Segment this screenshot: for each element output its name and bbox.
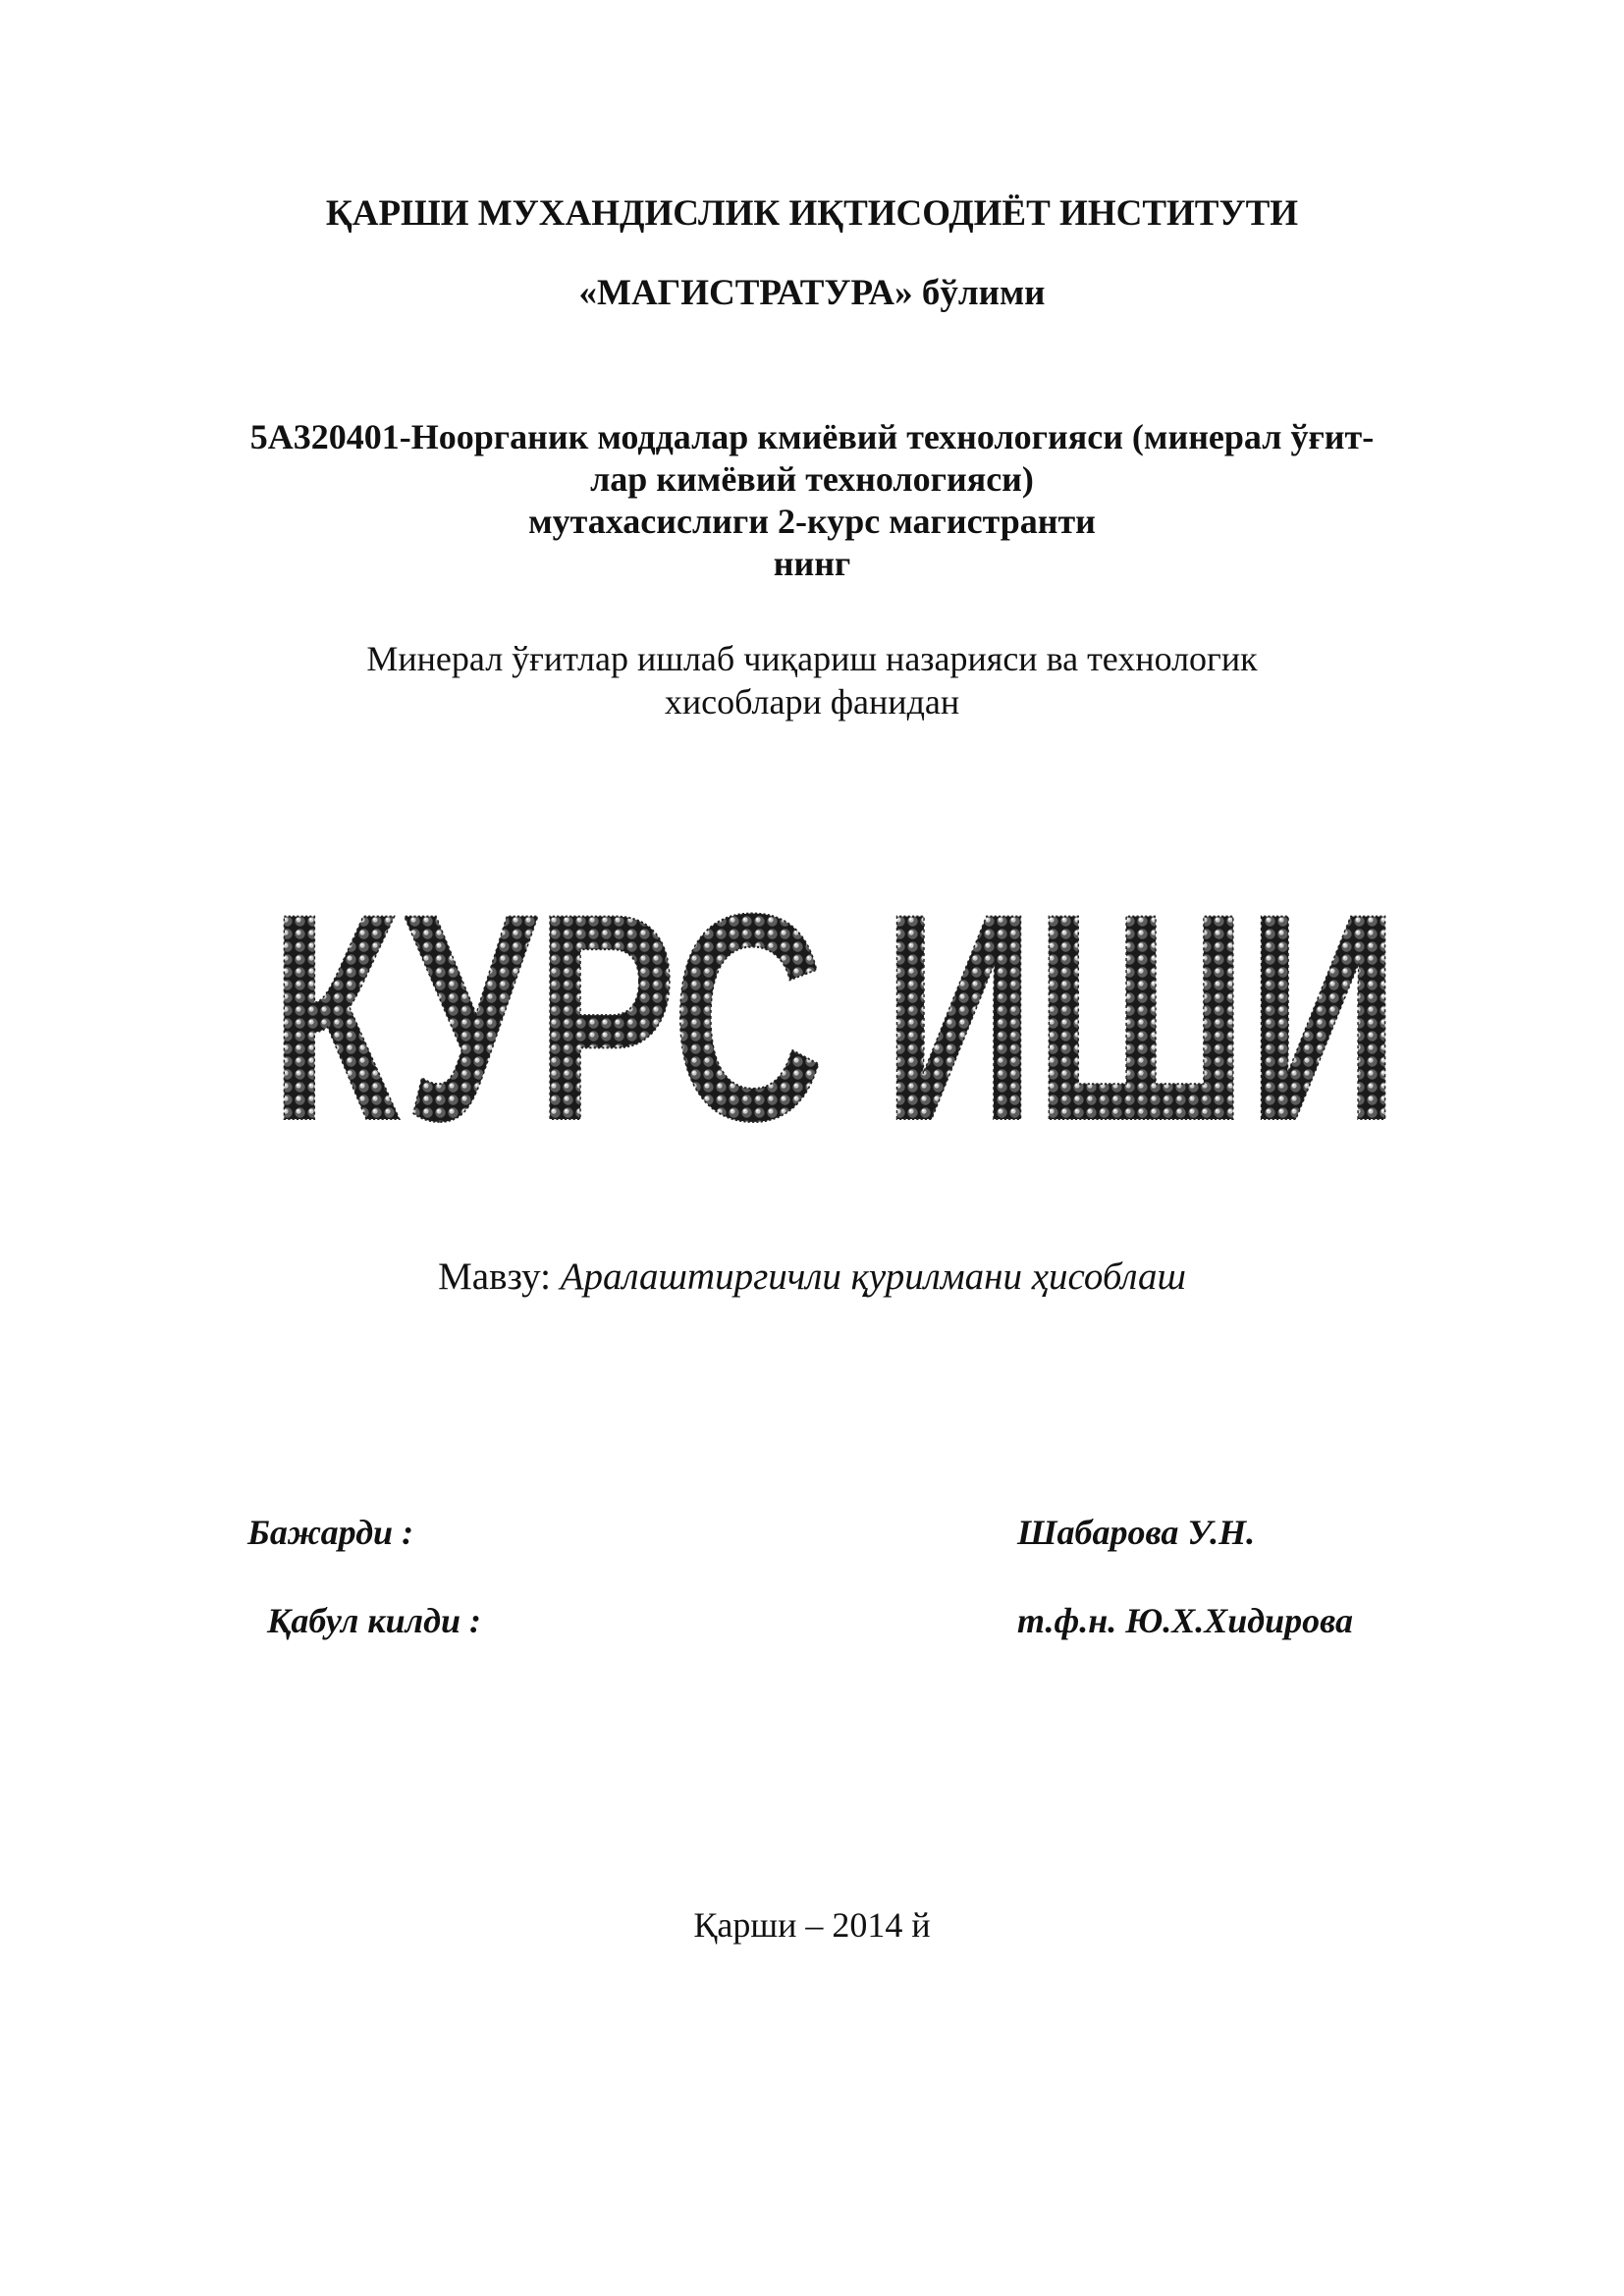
course-work-title: КУРС ИШИ [270, 864, 1399, 1148]
specialty-line-1: 5А320401-Ноорганик моддалар кмиёвий технологияси (минерал ўғит- [249, 417, 1375, 456]
topic-label: Мавзу: [438, 1255, 561, 1298]
performed-name: Шабарова У.Н. [1017, 1513, 1256, 1552]
accepted-name: т.ф.н. Ю.Х.Хидирова [1017, 1601, 1353, 1640]
course-work-wordart [255, 864, 1414, 1148]
specialty-line-3: мутахасислиги 2-курс магистранти [528, 502, 1096, 541]
city-year: Қарши – 2014 й [693, 1905, 931, 1945]
department-title: «МАГИСТРАТУРА» бўлими [578, 273, 1046, 313]
topic [0, 1255, 1624, 1299]
subject-line-2: хисоблари фанидан [664, 682, 960, 721]
subject-line-1: Минерал ўғитлар ишлаб чиқариш назарияси ва технологик [366, 639, 1258, 678]
performed-label: Бажарди : [247, 1513, 414, 1552]
specialty-line-4: нинг [773, 544, 851, 583]
specialty-line-2: лар кимёвий технологияси) [590, 459, 1034, 499]
institute-title: ҚАРШИ МУХАНДИСЛИК ИҚТИСОДИЁТ ИНСТИТУТИ [325, 193, 1299, 234]
accepted-label: Қабул килди : [267, 1601, 482, 1640]
topic-value: Аралаштиргичли қурилмани ҳисоблаш [560, 1255, 1186, 1298]
